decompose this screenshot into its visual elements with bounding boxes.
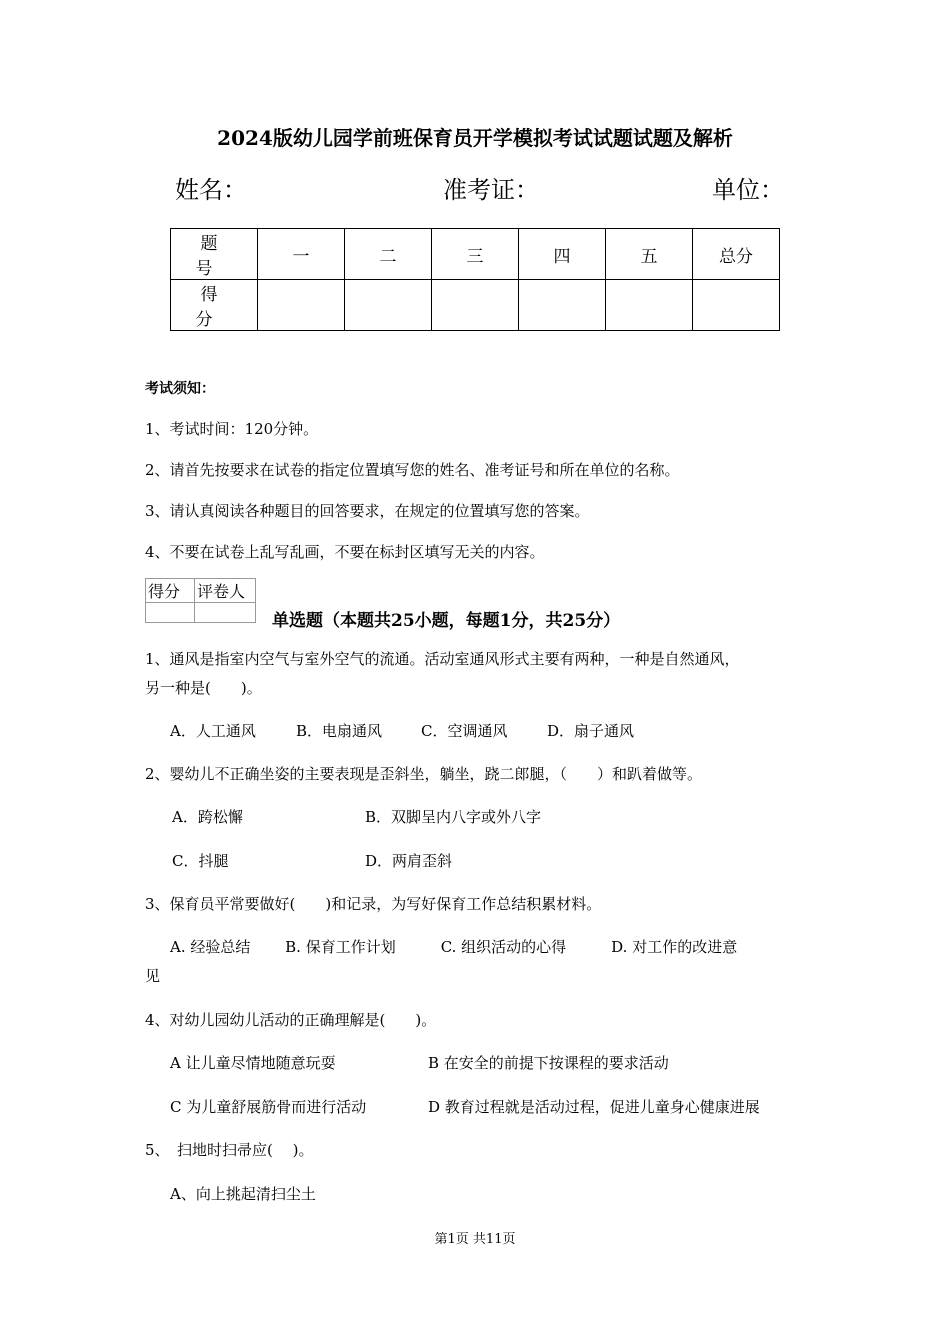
question-option[interactable]: B．双脚呈内八字或外八字 (365, 808, 542, 826)
question-options-line[interactable]: A. 经验总结 B. 保育工作计划 C. 组织活动的心得 D. 对工作的改进意 (170, 938, 738, 956)
score-table-row-label: 得 分 (171, 280, 258, 331)
score-cell[interactable] (519, 280, 606, 331)
question-option[interactable]: B．电扇通风 (296, 722, 383, 740)
grader-score-cell[interactable] (146, 603, 195, 623)
page-title: 2024版幼儿园学前班保育员开学模拟考试试题试题及解析 (217, 126, 733, 150)
exam-id-field-label: 准考证： (443, 176, 539, 204)
question-option[interactable]: B 在安全的前提下按课程的要求活动 (428, 1054, 669, 1072)
grader-name-label: 评卷人 (195, 579, 256, 603)
question-option[interactable]: A 让儿童尽情地随意玩耍 (170, 1054, 336, 1072)
question-option[interactable]: D．扇子通风 (547, 722, 635, 740)
question-option[interactable]: A、向上挑起清扫尘土 (170, 1185, 316, 1203)
score-table-header-cell: 五 (606, 229, 693, 280)
notice-item: 1、考试时间：120分钟。 (145, 420, 319, 438)
score-table-header-row (171, 229, 780, 280)
notice-item: 2、请首先按要求在试卷的指定位置填写您的姓名、准考证号和所在单位的名称。 (145, 461, 680, 479)
notice-heading: 考试须知： (145, 381, 215, 397)
score-cell[interactable] (606, 280, 693, 331)
question-stem: 另一种是( )。 (145, 679, 262, 697)
section-heading: 单选题（本题共25小题，每题1分，共25分） (272, 611, 621, 631)
score-cell[interactable] (693, 280, 780, 331)
question-option[interactable]: C 为儿童舒展筋骨而进行活动 (170, 1098, 367, 1116)
score-cell[interactable] (345, 280, 432, 331)
question-stem: 3、保育员平常要做好( )和记录，为写好保育工作总结积累材料。 (145, 895, 602, 913)
score-table-header-cell: 一 (258, 229, 345, 280)
name-field-label: 姓名： (175, 176, 247, 204)
question-stem: 5、 扫地时扫帚应( )。 (145, 1141, 314, 1159)
score-table-header-cell: 二 (345, 229, 432, 280)
question-stem: 1、通风是指室内空气与室外空气的流通。活动室通风形式主要有两种，一种是自然通风， (145, 650, 740, 668)
page-footer: 第1页 共11页 (434, 1232, 516, 1247)
score-table (170, 228, 780, 331)
score-table-header-cell: 三 (432, 229, 519, 280)
grader-score-label: 得分 (146, 579, 195, 603)
question-option[interactable]: D．两肩歪斜 (365, 852, 453, 870)
question-stem: 2、婴幼儿不正确坐姿的主要表现是歪斜坐，躺坐，跷二郎腿，（ ）和趴着做等。 (145, 765, 703, 783)
score-table-header-cell: 总分 (693, 229, 780, 280)
question-options-line: 见 (145, 967, 161, 985)
unit-field-label: 单位： (712, 176, 784, 204)
question-stem: 4、对幼儿园幼儿活动的正确理解是( )。 (145, 1011, 437, 1029)
score-cell[interactable] (432, 280, 519, 331)
score-table-header-label: 题 号 (171, 229, 258, 280)
score-cell[interactable] (258, 280, 345, 331)
notice-item: 3、请认真阅读各种题目的回答要求，在规定的位置填写您的答案。 (145, 502, 590, 520)
grader-box (145, 578, 256, 623)
notice-item: 4、不要在试卷上乱写乱画，不要在标封区填写无关的内容。 (145, 543, 545, 561)
question-option[interactable]: A．跨松懈 (172, 808, 243, 826)
score-table-score-row (171, 280, 780, 331)
question-option[interactable]: C．空调通风 (421, 722, 508, 740)
score-table-header-cell: 四 (519, 229, 606, 280)
question-option[interactable]: D 教育过程就是活动过程，促进儿童身心健康进展 (428, 1098, 760, 1116)
question-option[interactable]: A．人工通风 (170, 722, 256, 740)
question-option[interactable]: C．抖腿 (172, 852, 229, 870)
grader-name-cell[interactable] (195, 603, 256, 623)
